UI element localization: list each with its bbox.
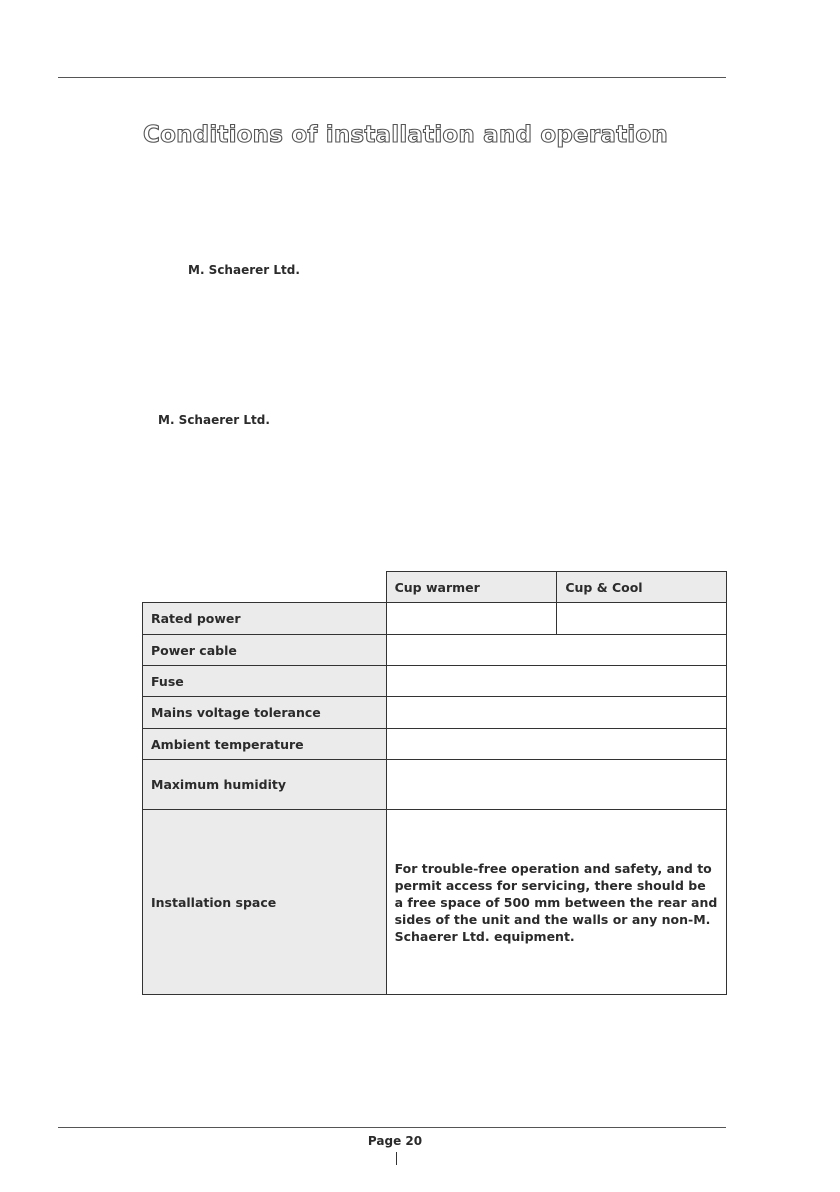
page-title: Conditions of installation and operation bbox=[143, 122, 668, 148]
row-label-power-cable: Power cable bbox=[143, 635, 387, 666]
row-label-fuse: Fuse bbox=[143, 666, 387, 697]
installation-space-text: For trouble-free operation and safety, and to permit access for servicing, there should be a free space of 500 mm between the rear and sides of the unit and the walls or any non-M. Schaerer Ltd. equipment. bbox=[386, 810, 726, 995]
table-row bbox=[143, 666, 727, 697]
company-name: M. Schaerer Ltd. bbox=[188, 263, 300, 277]
company-name: M. Schaerer Ltd. bbox=[158, 413, 270, 427]
fuse-value bbox=[386, 666, 726, 697]
rated-power-cup-and-cool-value bbox=[557, 603, 727, 635]
row-label-installation-space: Installation space bbox=[143, 810, 387, 995]
row-label-rated-power: Rated power bbox=[143, 603, 387, 635]
ambient-temperature-value bbox=[386, 729, 726, 760]
power-cable-value bbox=[386, 635, 726, 666]
table-header-row bbox=[143, 572, 727, 603]
table-row bbox=[143, 810, 727, 995]
header-blank-cell bbox=[143, 572, 387, 603]
row-label-ambient-temperature: Ambient temperature bbox=[143, 729, 387, 760]
header-rule bbox=[58, 77, 726, 78]
rated-power-cup-warmer-value bbox=[386, 603, 557, 635]
header-cup-and-cool: Cup & Cool bbox=[557, 572, 727, 603]
table-row bbox=[143, 603, 727, 635]
header-cup-warmer: Cup warmer bbox=[386, 572, 557, 603]
table-row bbox=[143, 729, 727, 760]
table-row bbox=[143, 697, 727, 729]
mains-voltage-tolerance-value bbox=[386, 697, 726, 729]
maximum-humidity-value bbox=[386, 760, 726, 810]
page-tick-mark bbox=[396, 1152, 397, 1165]
row-label-mains-voltage-tolerance: Mains voltage tolerance bbox=[143, 697, 387, 729]
table-row bbox=[143, 635, 727, 666]
spec-table bbox=[142, 571, 727, 995]
table-row bbox=[143, 760, 727, 810]
footer-rule bbox=[58, 1127, 726, 1128]
page-number: Page 20 bbox=[367, 1134, 423, 1148]
row-label-maximum-humidity: Maximum humidity bbox=[143, 760, 387, 810]
